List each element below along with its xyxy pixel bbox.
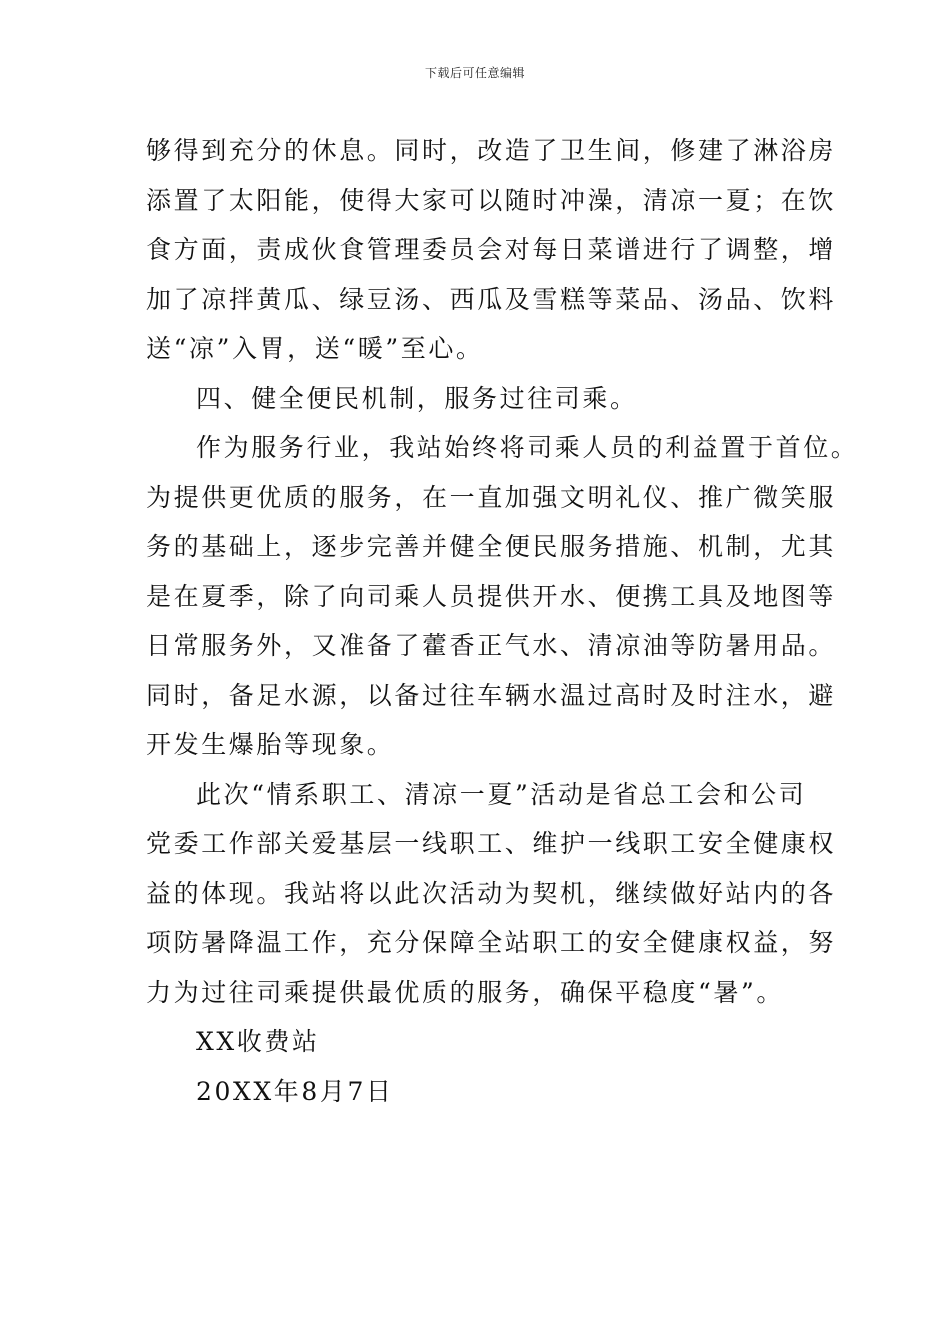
section-heading: 四、健全便民机制，服务过往司乘。 — [196, 383, 638, 413]
paragraph-line: 作为服务行业，我站始终将司乘人员的利益置于首位。 — [196, 433, 859, 462]
paragraph-line: 日常服务外，又准备了藿香正气水、清凉油等防暑用品。 — [146, 631, 837, 660]
paragraph-line: 是在夏季，除了向司乘人员提供开水、便携工具及地图等 — [146, 581, 837, 611]
paragraph-line: 力为过往司乘提供最优质的服务，确保平稳度“暑”。 — [146, 977, 784, 1007]
signature-date: 20XX年8月7日 — [196, 1076, 394, 1106]
paragraph-line: 开发生爆胎等现象。 — [146, 730, 395, 759]
paragraph-line: 食方面，责成伙食管理委员会对每日菜谱进行了调整，增 — [146, 235, 837, 264]
paragraph-line: 够得到充分的休息。同时，改造了卫生间，修建了淋浴房 — [146, 136, 837, 165]
paragraph-line: 益的体现。我站将以此次活动为契机，继续做好站内的各 — [146, 878, 837, 908]
paragraph-line: 添置了太阳能，使得大家可以随时冲澡，清凉一夏；在饮 — [146, 185, 837, 215]
paragraph-line: 务的基础上，逐步完善并健全便民服务措施、机制，尤其 — [146, 532, 837, 561]
paragraph-line: 党委工作部关爱基层一线职工、维护一线职工安全健康权 — [146, 829, 837, 858]
signature-organization: XX收费站 — [196, 1027, 320, 1056]
paragraph-line: 加了凉拌黄瓜、绿豆汤、西瓜及雪糕等菜品、汤品、饮料 — [146, 284, 837, 314]
paragraph-line: 送“凉”入胃，送“暖”至心。 — [146, 334, 484, 363]
paragraph-line: 为提供更优质的服务，在一直加强文明礼仪、推广微笑服 — [146, 482, 837, 512]
page-header: 下载后可任意编辑 — [424, 66, 525, 80]
paragraph-line: 同时，备足水源，以备过往车辆水温过高时及时注水，避 — [146, 680, 837, 710]
document-body — [146, 126, 859, 1116]
paragraph-line: 此次“情系职工、清凉一夏”活动是省总工会和公司 — [196, 779, 807, 809]
paragraph-line: 项防暑降温工作，充分保障全站职工的安全健康权益，努 — [146, 928, 837, 957]
